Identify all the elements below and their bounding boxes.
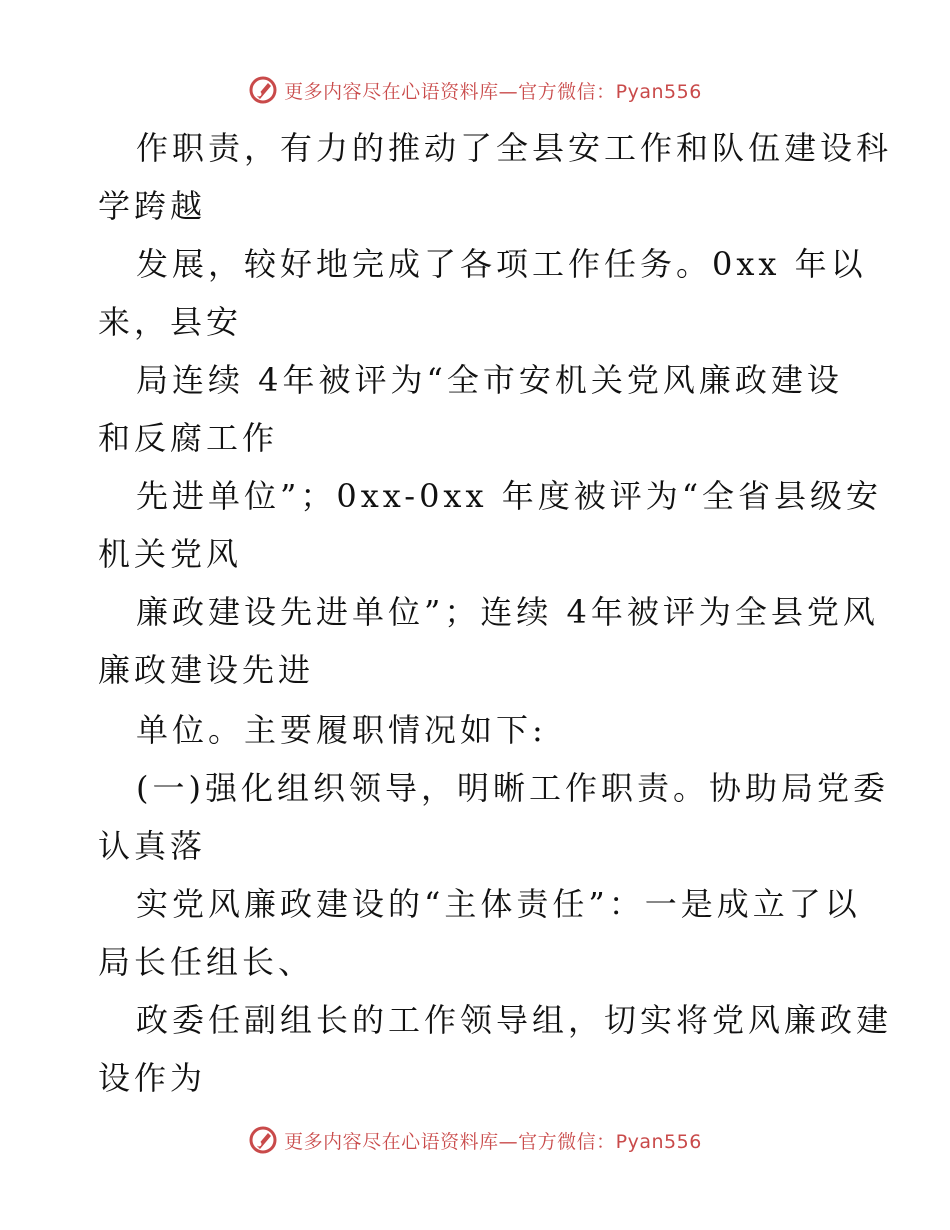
body-line: 政委任副组长的工作领导组，切实将党风廉政建: [136, 1001, 893, 1039]
body-line: 来，县安: [98, 303, 243, 341]
body-line: 发展，较好地完成了各项工作任务。0xx 年以: [136, 245, 867, 283]
body-line: 单位。主要履职情况如下:: [136, 711, 547, 749]
body-line: 廉政建设先进: [98, 651, 315, 689]
pen-logo-icon: [248, 75, 278, 105]
body-line: 局长任组长、: [98, 943, 315, 981]
footer-banner-text: 更多内容尽在心语资料库—官方微信：Pyan556: [284, 1130, 702, 1153]
body-line: 机关党风: [98, 535, 243, 573]
header-banner-text: 更多内容尽在心语资料库—官方微信：Pyan556: [284, 80, 702, 103]
body-line: 实党风廉政建设的“主体责任”：一是成立了以: [136, 885, 861, 923]
body-line: 先进单位”；0xx-0xx 年度被评为“全省县级安: [136, 477, 883, 515]
body-line: 局连续 4年被评为“全市安机关党风廉政建设: [136, 361, 843, 399]
body-line: 廉政建设先进单位”；连续 4年被评为全县党风: [136, 593, 879, 631]
body-line: 和反腐工作: [98, 419, 279, 457]
body-line: 作职责，有力的推动了全县安工作和队伍建设科: [136, 129, 893, 167]
footer-banner: [0, 1120, 950, 1160]
body-line: 设作为: [98, 1059, 207, 1097]
pen-logo-icon: [248, 1125, 278, 1155]
body-line: 认真落: [98, 827, 207, 865]
header-banner: [0, 70, 950, 110]
body-line: 学跨越: [98, 187, 207, 225]
body-line: (一)强化组织领导，明晰工作职责。协助局党委: [136, 769, 889, 807]
